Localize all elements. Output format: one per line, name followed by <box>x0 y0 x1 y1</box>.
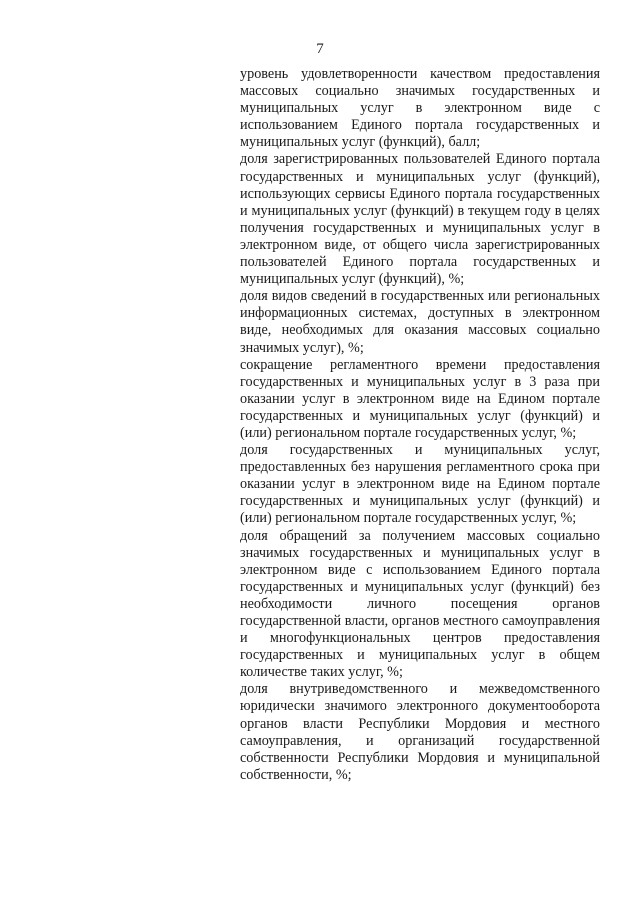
document-body <box>240 66 600 784</box>
paragraph-services-without-violation-share: доля государственных и муниципальных услуг, предоставленных без нарушения регламентного срока при оказании услуг в электронном виде на Едином портале государственных и муниципальных услуг (функций) и (или) региональном портале государственных услуг, %; <box>240 442 600 527</box>
paragraph-satisfaction-level: уровень удовлетворенности качеством предоставления массовых социально значимых государственных и муниципальных услуг в электронном виде с использованием Единого портала государственных и муниципальных услуг (функций), балл; <box>240 66 600 151</box>
paragraph-registered-users-share: доля зарегистрированных пользователей Единого портала государственных и муниципальных услуг (функций), использующих сервисы Единого портала государственных и муниципальных услуг (функций) в текущем году в целях получения государственных и муниципальных услуг в электронном виде, от общего числа зарегистрированных пользователей Единого портала государственных и муниципальных услуг (функций), %; <box>240 151 600 288</box>
paragraph-requests-share: доля обращений за получением массовых социально значимых государственных и муниципальных услуг в электронном виде с использованием Единого портала государственных и муниципальных услуг (функций) без необходимости личного посещения органов государственной власти, органов местного самоуправления и многофункциональных центров предоставления государственных и муниципальных услуг в общем количестве таких услуг, %; <box>240 527 600 681</box>
page-number: 7 <box>316 41 324 57</box>
paragraph-regulatory-time-reduction: сокращение регламентного времени предоставления государственных и муниципальных услуг в 3 раза при оказании услуг в электронном виде на Едином портале государственных и муниципальных услуг (функций) и (или) региональном портале государственных услуг, %; <box>240 356 600 441</box>
paragraph-information-types-share: доля видов сведений в государственных или региональных информационных системах, доступных в электронном виде, необходимых для оказания массовых социально значимых услуг), %; <box>240 288 600 356</box>
paragraph-document-flow-share: доля внутриведомственного и межведомственного юридически значимого электронного документооборота органов власти Республики Мордовия и местного самоуправления, и организаций государственной собственности Республики Мордовия и муниципальной собственности, %; <box>240 681 600 783</box>
